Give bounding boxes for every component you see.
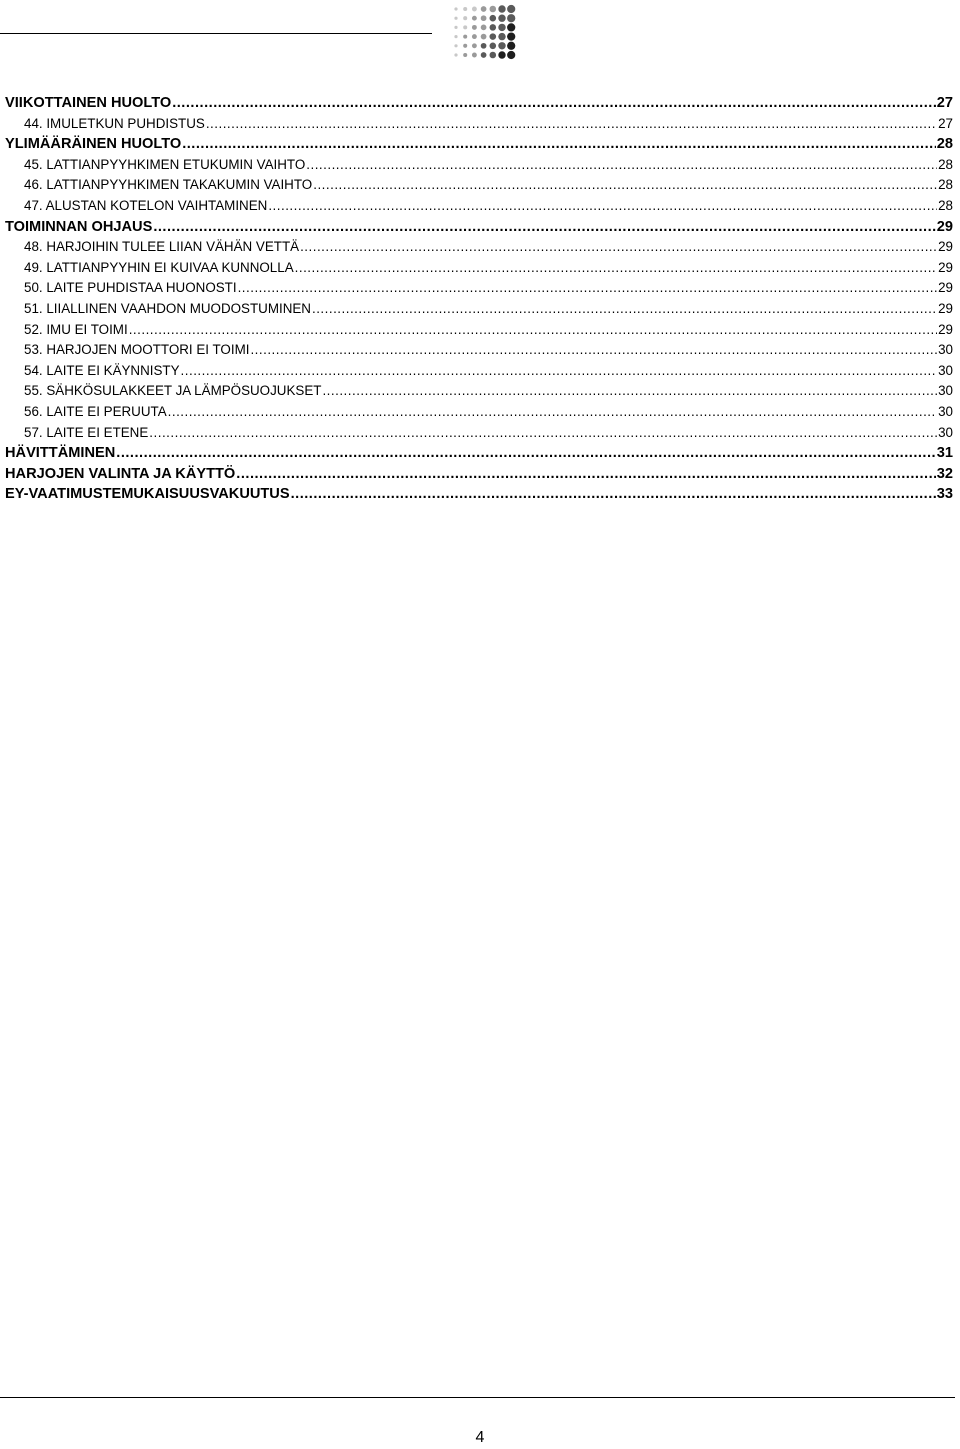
- toc-entry-title: TOIMINNAN OHJAUS: [5, 218, 153, 235]
- table-of-contents: [5, 93, 953, 505]
- toc-dot-leader: [168, 402, 937, 423]
- logo-dot: [463, 35, 467, 39]
- logo-dot: [472, 25, 477, 30]
- logo-dot: [490, 6, 497, 13]
- toc-dot-leader: [306, 155, 937, 176]
- logo-dot: [463, 7, 467, 11]
- logo-dot: [463, 25, 467, 29]
- toc-subsection-entry[interactable]: [5, 258, 953, 279]
- logo-dot: [463, 16, 467, 20]
- page-number: 4: [475, 1429, 485, 1446]
- toc-entry-title: EY-VAATIMUSTEMUKAISUUSVAKUUTUS: [5, 486, 290, 503]
- logo-dot: [498, 51, 505, 58]
- toc-entry-page-number: 27: [936, 95, 953, 111]
- toc-entry-title: 51. LIIALLINEN VAAHDON MUODOSTUMINEN: [24, 300, 311, 316]
- toc-entry-title: 44. IMULETKUN PUHDISTUS: [24, 115, 205, 131]
- toc-dot-leader: [322, 381, 937, 402]
- toc-section-entry[interactable]: [5, 484, 953, 505]
- toc-subsection-entry[interactable]: [5, 175, 953, 196]
- toc-section-entry[interactable]: [5, 217, 953, 238]
- toc-section-entry[interactable]: [5, 464, 953, 485]
- logo-dot: [454, 7, 457, 10]
- logo-dot: [498, 42, 505, 49]
- toc-entry-title: 47. ALUSTAN KOTELON VAIHTAMINEN: [24, 197, 268, 213]
- logo-dot: [472, 43, 477, 48]
- toc-entry-title: 55. SÄHKÖSULAKKEET JA LÄMPÖSUOJUKSET: [24, 383, 322, 399]
- toc-entry-title: 45. LATTIANPYYHKIMEN ETUKUMIN VAIHTO: [24, 156, 306, 172]
- logo-dot: [490, 33, 497, 40]
- toc-entry-page-number: 30: [938, 342, 953, 358]
- toc-section-entry[interactable]: [5, 443, 953, 464]
- logo-dot: [507, 5, 515, 13]
- toc-entry-page-number: 28: [938, 177, 953, 193]
- toc-entry-page-number: 30: [938, 362, 953, 378]
- toc-entry-title: 49. LATTIANPYYHIN EI KUIVAA KUNNOLLA: [24, 259, 294, 275]
- logo-dot: [507, 32, 515, 40]
- toc-dot-leader: [300, 237, 937, 258]
- toc-dot-leader: [295, 258, 937, 279]
- logo-dot: [481, 15, 487, 21]
- logo-dot: [481, 6, 487, 12]
- toc-entry-title: 46. LATTIANPYYHKIMEN TAKAKUMIN VAIHTO: [24, 177, 313, 193]
- toc-dot-leader: [268, 196, 937, 217]
- toc-entry-title: YLIMÄÄRÄINEN HUOLTO: [5, 136, 182, 153]
- logo-dot: [481, 52, 487, 58]
- toc-entry-page-number: 30: [938, 403, 953, 419]
- toc-dot-leader: [236, 464, 935, 485]
- toc-entry-title: 52. IMU EI TOIMI: [24, 321, 128, 337]
- toc-subsection-entry[interactable]: [5, 278, 953, 299]
- toc-entry-title: HARJOJEN VALINTA JA KÄYTTÖ: [5, 465, 236, 482]
- toc-dot-leader: [129, 320, 937, 341]
- logo-dot: [481, 43, 487, 49]
- toc-entry-page-number: 28: [936, 136, 953, 153]
- logo-dot: [490, 24, 497, 31]
- toc-entry-page-number: 29: [936, 218, 953, 235]
- toc-subsection-entry[interactable]: [5, 237, 953, 258]
- toc-entry-title: 57. LAITE EI ETENE: [24, 424, 149, 440]
- logo-dot: [498, 24, 505, 31]
- toc-subsection-entry[interactable]: [5, 361, 953, 382]
- logo-dot: [481, 25, 487, 31]
- logo-dot: [507, 14, 515, 22]
- logo-dot: [498, 15, 505, 22]
- logo-dot: [507, 42, 515, 50]
- logo-dot: [454, 26, 457, 29]
- toc-dot-leader: [238, 278, 938, 299]
- logo-dot: [454, 44, 457, 47]
- footer-rule: [0, 1397, 955, 1398]
- toc-entry-title: HÄVITTÄMINEN: [5, 445, 116, 462]
- logo-dot: [481, 34, 487, 40]
- toc-entry-title: 53. HARJOJEN MOOTTORI EI TOIMI: [24, 342, 250, 358]
- toc-entry-page-number: 29: [938, 280, 953, 296]
- toc-entry-title: 48. HARJOIHIN TULEE LIIAN VÄHÄN VETTÄ: [24, 239, 300, 255]
- toc-entry-page-number: 29: [938, 321, 953, 337]
- logo-dot: [472, 53, 477, 58]
- toc-subsection-entry[interactable]: [5, 381, 953, 402]
- logo-dot: [507, 23, 515, 31]
- toc-dot-leader: [153, 217, 935, 238]
- toc-section-entry[interactable]: [5, 134, 953, 155]
- toc-dot-leader: [250, 340, 937, 361]
- toc-subsection-entry[interactable]: [5, 114, 953, 135]
- toc-dot-leader: [172, 93, 936, 114]
- toc-entry-title: 50. LAITE PUHDISTAA HUONOSTI: [24, 280, 237, 296]
- toc-entry-title: VIIKOTTAINEN HUOLTO: [5, 95, 172, 111]
- toc-entry-page-number: 27: [938, 115, 953, 131]
- toc-entry-title: 54. LAITE EI KÄYNNISTY: [24, 362, 180, 378]
- toc-entry-page-number: 30: [938, 383, 953, 399]
- toc-dot-leader: [181, 361, 938, 382]
- toc-entry-page-number: 30: [938, 424, 953, 440]
- toc-subsection-entry[interactable]: [5, 299, 953, 320]
- toc-entry-page-number: 28: [938, 156, 953, 172]
- toc-entry-page-number: 29: [938, 300, 953, 316]
- toc-entry-page-number: 33: [936, 486, 953, 503]
- toc-entry-page-number: 28: [938, 197, 953, 213]
- toc-subsection-entry[interactable]: [5, 423, 953, 444]
- toc-section-entry[interactable]: [5, 93, 953, 114]
- toc-entry-page-number: 29: [938, 239, 953, 255]
- logo-dot: [463, 53, 467, 57]
- toc-dot-leader: [313, 175, 937, 196]
- toc-entry-title: 56. LAITE EI PERUUTA: [24, 403, 167, 419]
- toc-dot-leader: [291, 484, 936, 505]
- toc-dot-leader: [116, 443, 936, 464]
- toc-dot-leader: [149, 423, 937, 444]
- toc-entry-page-number: 31: [936, 445, 953, 462]
- logo-dot: [472, 34, 477, 39]
- header-rule: [0, 33, 432, 34]
- toc-entry-page-number: 29: [938, 259, 953, 275]
- toc-subsection-entry[interactable]: [5, 155, 953, 176]
- toc-dot-leader: [206, 114, 937, 135]
- logo-dot: [498, 33, 505, 40]
- logo-dot: [454, 17, 457, 20]
- logo-dot: [490, 52, 497, 59]
- logo-dot: [490, 43, 497, 50]
- logo-dot: [472, 7, 477, 12]
- logo-dot: [463, 44, 467, 48]
- toc-subsection-entry[interactable]: [5, 320, 953, 341]
- toc-subsection-entry[interactable]: [5, 196, 953, 217]
- logo-dot: [498, 5, 505, 12]
- dot-grid-logo-icon: [451, 4, 517, 60]
- toc-entry-page-number: 32: [936, 465, 953, 482]
- toc-dot-leader: [182, 134, 936, 155]
- toc-subsection-entry[interactable]: [5, 402, 953, 423]
- logo-dot: [454, 35, 457, 38]
- logo-dot: [454, 53, 457, 56]
- logo-dot: [472, 16, 477, 21]
- toc-subsection-entry[interactable]: [5, 340, 953, 361]
- logo-dot: [490, 15, 497, 22]
- toc-dot-leader: [312, 299, 937, 320]
- logo-dot: [507, 51, 515, 59]
